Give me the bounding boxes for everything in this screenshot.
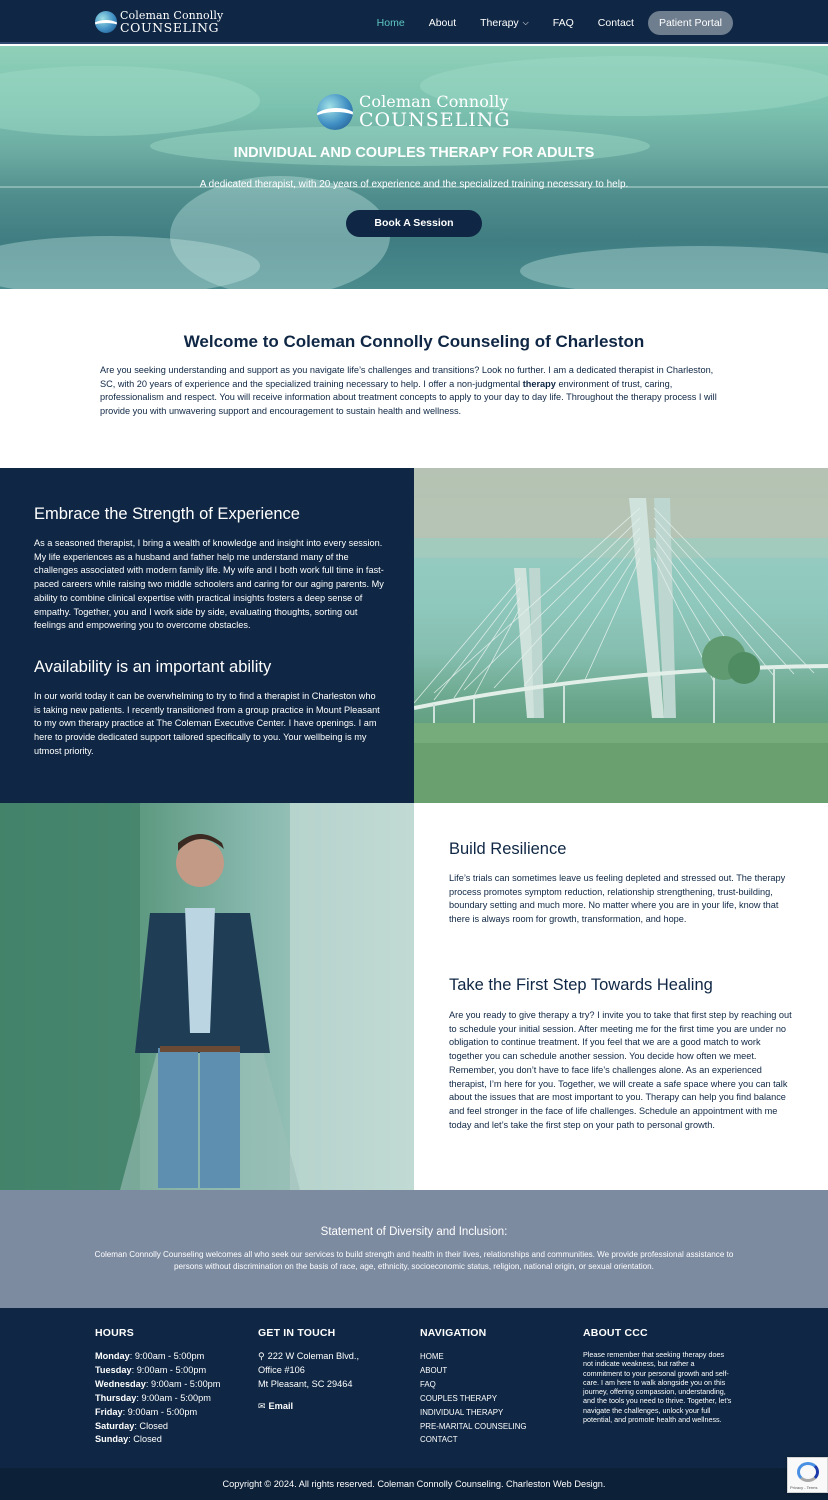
welcome-section bbox=[0, 289, 828, 468]
top-navbar bbox=[0, 0, 828, 44]
welcome-text: Are you seeking understanding and support as you navigate life’s challenges and transitions? Look no further. I am a dedicated therapist in Charleston, SC, with 20 years of experience and the specialized training necessary to help. I offer a non-judgmental therapy environment of trust, caring, professionalism and respect. You will receive information about treatment concepts to apply to your day to day life. Throughout the therapy process I will provide you with unwavering support and encouragement to sustain health and wellness. bbox=[100, 365, 717, 416]
welcome-title: Welcome to Coleman Connolly Counseling of Charleston bbox=[183, 332, 645, 351]
site-logo[interactable] bbox=[95, 10, 223, 34]
hours-row: Friday: 9:00am - 5:00pm bbox=[95, 1406, 198, 1417]
nav-therapy-label: Therapy bbox=[480, 16, 519, 29]
resilience-section bbox=[414, 803, 828, 1190]
footer-link-premarital[interactable]: PRE-MARITAL COUNSELING bbox=[420, 1421, 527, 1431]
map-pin-icon: ⚲ bbox=[258, 1351, 265, 1361]
hours-row: Sunday: Closed bbox=[95, 1434, 162, 1445]
copyright-bar: Copyright © 2024. All rights reserved. Coleman Connolly Counseling. Charleston Web Design. bbox=[0, 1468, 828, 1500]
experience-text: As a seasoned therapist, I bring a wealth of knowledge and insight into every session. My life experiences as a husband and father help me understand many of the challenges associated with modern family life. My wife and I both work full time in fast-paced careers while raising two middle schoolers and caring for our aging parents. My ability to combine clinical expertise with practical insights fosters a deep sense of empathy. Together, you and I work side by side, evaluating thoughts, sorting out feelings and empowering you to overcome obstacles. bbox=[34, 538, 384, 631]
navigation-heading: NAVIGATION bbox=[420, 1327, 487, 1339]
resilience-text: Life’s trials can sometimes leave us feeling depleted and stressed out. The therapy process promotes symptom reduction, relationship strengthening, trust-building, boundary setting and much more. No matter where you are in your life, know that there is always room for growth, transformation, and hope. bbox=[449, 873, 786, 925]
footer bbox=[0, 1308, 828, 1468]
nav-about[interactable]: About bbox=[428, 16, 457, 29]
first-step-text: Are you ready to give therapy a try? I invite you to take that first step by reaching out to schedule your initial session. After meeting me for the first time you are under no obligation to continue treatment. If you feel that we are a good match to work together you can schedule another session. You decide how often we meet. Remember, you don’t have to face life’s challenges alone. As an experienced therapist, I’m here for you. Together, we will create a safe space where you can talk about the issues that are most important to you. Therapy can help you find balance and feel stronger in the face of life challenges. Schedule an appointment with me today and let’s take the first step on your path to personal growth. bbox=[449, 1010, 792, 1130]
about-text: Please remember that seeking therapy does not indicate weakness, but rather a commitment to your personal growth and self-care. I am here to walk alongside you on this journey, offering compassion, understanding, and the tools you need to thrive. Together, let’s navigate the challenges, unlock your full potential, and promote health and wellness. bbox=[583, 1350, 732, 1425]
availability-title: Availability is an important ability bbox=[34, 658, 272, 676]
nav-contact[interactable]: Contact bbox=[597, 16, 634, 29]
first-step-title: Take the First Step Towards Healing bbox=[449, 976, 713, 994]
footer-hours bbox=[95, 1327, 220, 1447]
experience-title: Embrace the Strength of Experience bbox=[34, 505, 300, 523]
hours-row: Saturday: Closed bbox=[95, 1420, 169, 1431]
diversity-text: Coleman Connolly Counseling welcomes all who seek our services to build strength and health in their lives, relationships and communities. We provide professional assistance to persons without discrimination on the basis of race, age, ethnicity, socioeconomic status, religion, national origin, or sexual orientation. bbox=[94, 1250, 734, 1271]
logo-top-text: Coleman Connolly bbox=[120, 8, 224, 22]
book-session-button[interactable]: Book A Session bbox=[346, 210, 482, 237]
footer-contact bbox=[258, 1327, 359, 1412]
about-heading: ABOUT CCC bbox=[583, 1327, 648, 1339]
therapy-link[interactable]: therapy bbox=[522, 378, 556, 389]
wave-logo-icon bbox=[95, 11, 117, 33]
patient-portal-button[interactable]: Patient Portal bbox=[648, 11, 733, 35]
logo-bottom-text: COUNSELING bbox=[120, 19, 220, 35]
nav-faq[interactable]: FAQ bbox=[552, 16, 574, 29]
footer-link-couples[interactable]: COUPLES THERAPY bbox=[420, 1393, 498, 1403]
bridge-image bbox=[414, 468, 828, 803]
recaptcha-text: Privacy - Terms bbox=[790, 1485, 818, 1490]
hero-subtitle: A dedicated therapist, with 20 years of experience and the specialized training necessary to help. bbox=[199, 179, 629, 190]
nav-home[interactable]: Home bbox=[376, 16, 405, 29]
diversity-title: Statement of Diversity and Inclusion: bbox=[320, 1226, 508, 1238]
hero-title: INDIVIDUAL AND COUPLES THERAPY FOR ADULTS bbox=[233, 145, 595, 161]
footer-link-about[interactable]: ABOUT bbox=[420, 1365, 448, 1375]
hours-row: Monday: 9:00am - 5:00pm bbox=[95, 1351, 205, 1361]
hero-logo-bottom: COUNSELING bbox=[359, 109, 511, 131]
availability-text: In our world today it can be overwhelming to try to find a therapist in Charleston who is taking new patients. I recently transitioned from a group practice in Mount Pleasant to my own therapy practice at The Coleman Executive Center. I have openings. I am here to provide dedicated support tailored specifically to you. Your wellbeing is my utmost priority. bbox=[34, 691, 380, 756]
footer-link-home[interactable]: HOME bbox=[420, 1352, 444, 1361]
nav-therapy[interactable] bbox=[480, 17, 529, 29]
hours-row: Tuesday: 9:00am - 5:00pm bbox=[95, 1364, 207, 1375]
hours-row: Thursday: 9:00am - 5:00pm bbox=[95, 1392, 211, 1403]
footer-navigation bbox=[420, 1327, 527, 1447]
envelope-icon: ✉ bbox=[258, 1400, 266, 1411]
recaptcha-badge[interactable] bbox=[787, 1457, 828, 1493]
therapist-illustration bbox=[0, 803, 414, 1190]
address-line: ⚲ 222 W Coleman Blvd., bbox=[258, 1351, 359, 1361]
footer-link-faq[interactable]: FAQ bbox=[420, 1379, 436, 1389]
main-menu bbox=[353, 11, 733, 34]
hero-banner bbox=[0, 46, 828, 289]
footer-link-individual[interactable]: INDIVIDUAL THERAPY bbox=[420, 1407, 504, 1417]
hero-logo-top: Coleman Connolly bbox=[359, 92, 509, 111]
hero-logo bbox=[317, 94, 511, 130]
therapist-photo bbox=[0, 803, 414, 1190]
email-link[interactable]: ✉ Email bbox=[258, 1400, 294, 1412]
address-line: Office #106 bbox=[258, 1364, 305, 1375]
resilience-title: Build Resilience bbox=[449, 840, 567, 858]
footer-link-contact[interactable]: CONTACT bbox=[420, 1435, 458, 1445]
bridge-illustration bbox=[414, 468, 828, 803]
contact-heading: GET IN TOUCH bbox=[258, 1327, 336, 1339]
chevron-down-icon: ⌵ bbox=[522, 17, 529, 27]
experience-section bbox=[0, 468, 414, 803]
hours-heading: HOURS bbox=[95, 1327, 134, 1339]
wave-logo-icon bbox=[317, 94, 353, 130]
address-line: Mt Pleasant, SC 29464 bbox=[258, 1378, 353, 1389]
hours-row: Wednesday: 9:00am - 5:00pm bbox=[95, 1378, 221, 1389]
footer-about bbox=[583, 1327, 735, 1424]
recaptcha-icon bbox=[797, 1462, 819, 1482]
diversity-section bbox=[0, 1190, 828, 1308]
